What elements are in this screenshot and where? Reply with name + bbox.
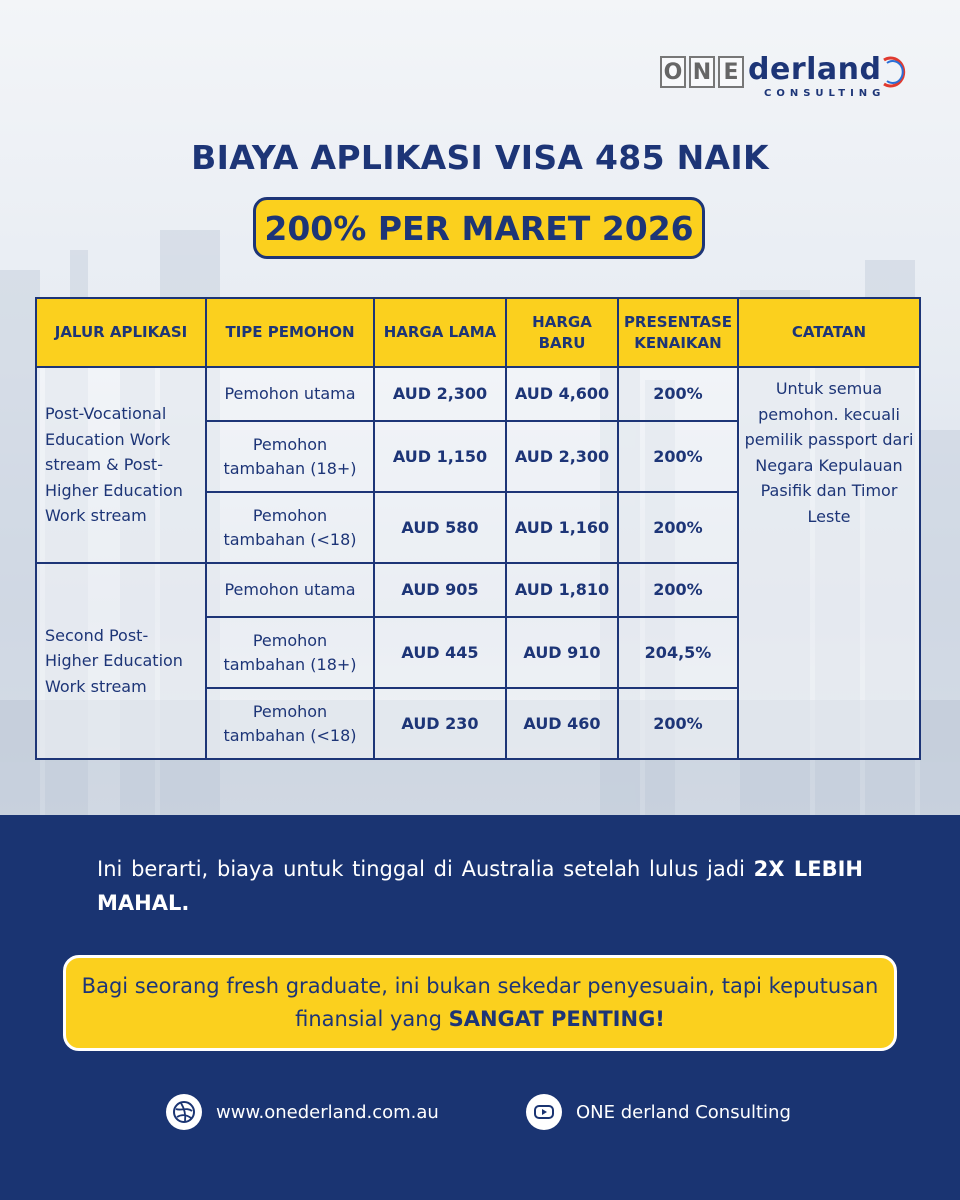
increase-cell: 200% [618, 688, 738, 759]
column-header: TIPE PEMOHON [206, 298, 374, 367]
logo-one-boxes [660, 56, 744, 88]
new-price-cell: AUD 910 [506, 617, 618, 688]
applicant-type-cell: Pemohon tambahan (<18) [206, 492, 374, 563]
logo-orbit-icon [878, 54, 908, 90]
old-price-cell: AUD 905 [374, 563, 506, 617]
youtube-icon [526, 1094, 562, 1130]
new-price-cell: AUD 1,160 [506, 492, 618, 563]
summary-message [97, 852, 863, 920]
table-header-row [36, 298, 920, 367]
onederland-logo [660, 52, 930, 106]
old-price-cell: AUD 2,300 [374, 367, 506, 421]
logo-wordmark: derland [748, 52, 882, 87]
page-title: BIAYA APLIKASI VISA 485 NAIK [191, 138, 769, 177]
increase-cell: 200% [618, 563, 738, 617]
old-price-cell: AUD 230 [374, 688, 506, 759]
applicant-type-cell: Pemohon utama [206, 563, 374, 617]
globe-icon [166, 1094, 202, 1130]
column-header: HARGA LAMA [374, 298, 506, 367]
website-link[interactable]: www.onederland.com.au [216, 1101, 439, 1123]
column-header: JALUR APLIKASI [36, 298, 206, 367]
new-price-cell: AUD 460 [506, 688, 618, 759]
increase-cell: 200% [618, 492, 738, 563]
summary-message-text: Ini berarti, biaya untuk tinggal di Australia setelah lulus jadi [97, 857, 754, 881]
callout-box [63, 955, 897, 1051]
applicant-type-cell: Pemohon utama [206, 367, 374, 421]
increase-cell: 200% [618, 367, 738, 421]
table-row [36, 367, 920, 421]
logo-letter: N [689, 56, 715, 88]
new-price-cell: AUD 1,810 [506, 563, 618, 617]
column-header: HARGA BARU [506, 298, 618, 367]
visa-fee-table [35, 297, 921, 760]
application-path-cell: Post-Vocational Education Work stream & Post-Higher Education Work stream [36, 367, 206, 563]
old-price-cell: AUD 1,150 [374, 421, 506, 492]
logo-letter: E [718, 56, 744, 88]
footer-website[interactable] [166, 1094, 439, 1130]
logo-letter: O [660, 56, 686, 88]
fee-table-container [35, 297, 921, 760]
increase-cell: 204,5% [618, 617, 738, 688]
applicant-type-cell: Pemohon tambahan (<18) [206, 688, 374, 759]
applicant-type-cell: Pemohon tambahan (18+) [206, 421, 374, 492]
applicant-type-cell: Pemohon tambahan (18+) [206, 617, 374, 688]
application-path-cell: Second Post-Higher Education Work stream [36, 563, 206, 759]
callout-text: Bagi seorang fresh graduate, ini bukan sekedar penyesuain, tapi keputusan finansial yang [81, 974, 879, 1031]
old-price-cell: AUD 445 [374, 617, 506, 688]
summary-message-emphasis: 2X LEBIH MAHAL. [97, 857, 863, 915]
column-header: CATATAN [738, 298, 920, 367]
new-price-cell: AUD 4,600 [506, 367, 618, 421]
logo-subtitle: CONSULTING [764, 88, 886, 99]
youtube-channel-link[interactable]: ONE derland Consulting [576, 1101, 791, 1123]
note-cell: Untuk semua pemohon. kecuali pemilik passport dari Negara Kepulauan Pasifik dan Timor Leste [738, 367, 920, 759]
old-price-cell: AUD 580 [374, 492, 506, 563]
title-highlight-badge: 200% PER MARET 2026 [253, 197, 705, 259]
increase-cell: 200% [618, 421, 738, 492]
new-price-cell: AUD 2,300 [506, 421, 618, 492]
callout-emphasis: SANGAT PENTING! [448, 1007, 665, 1031]
column-header: PRESENTASE KENAIKAN [618, 298, 738, 367]
footer-youtube[interactable] [526, 1094, 791, 1130]
callout-content [66, 970, 894, 1036]
